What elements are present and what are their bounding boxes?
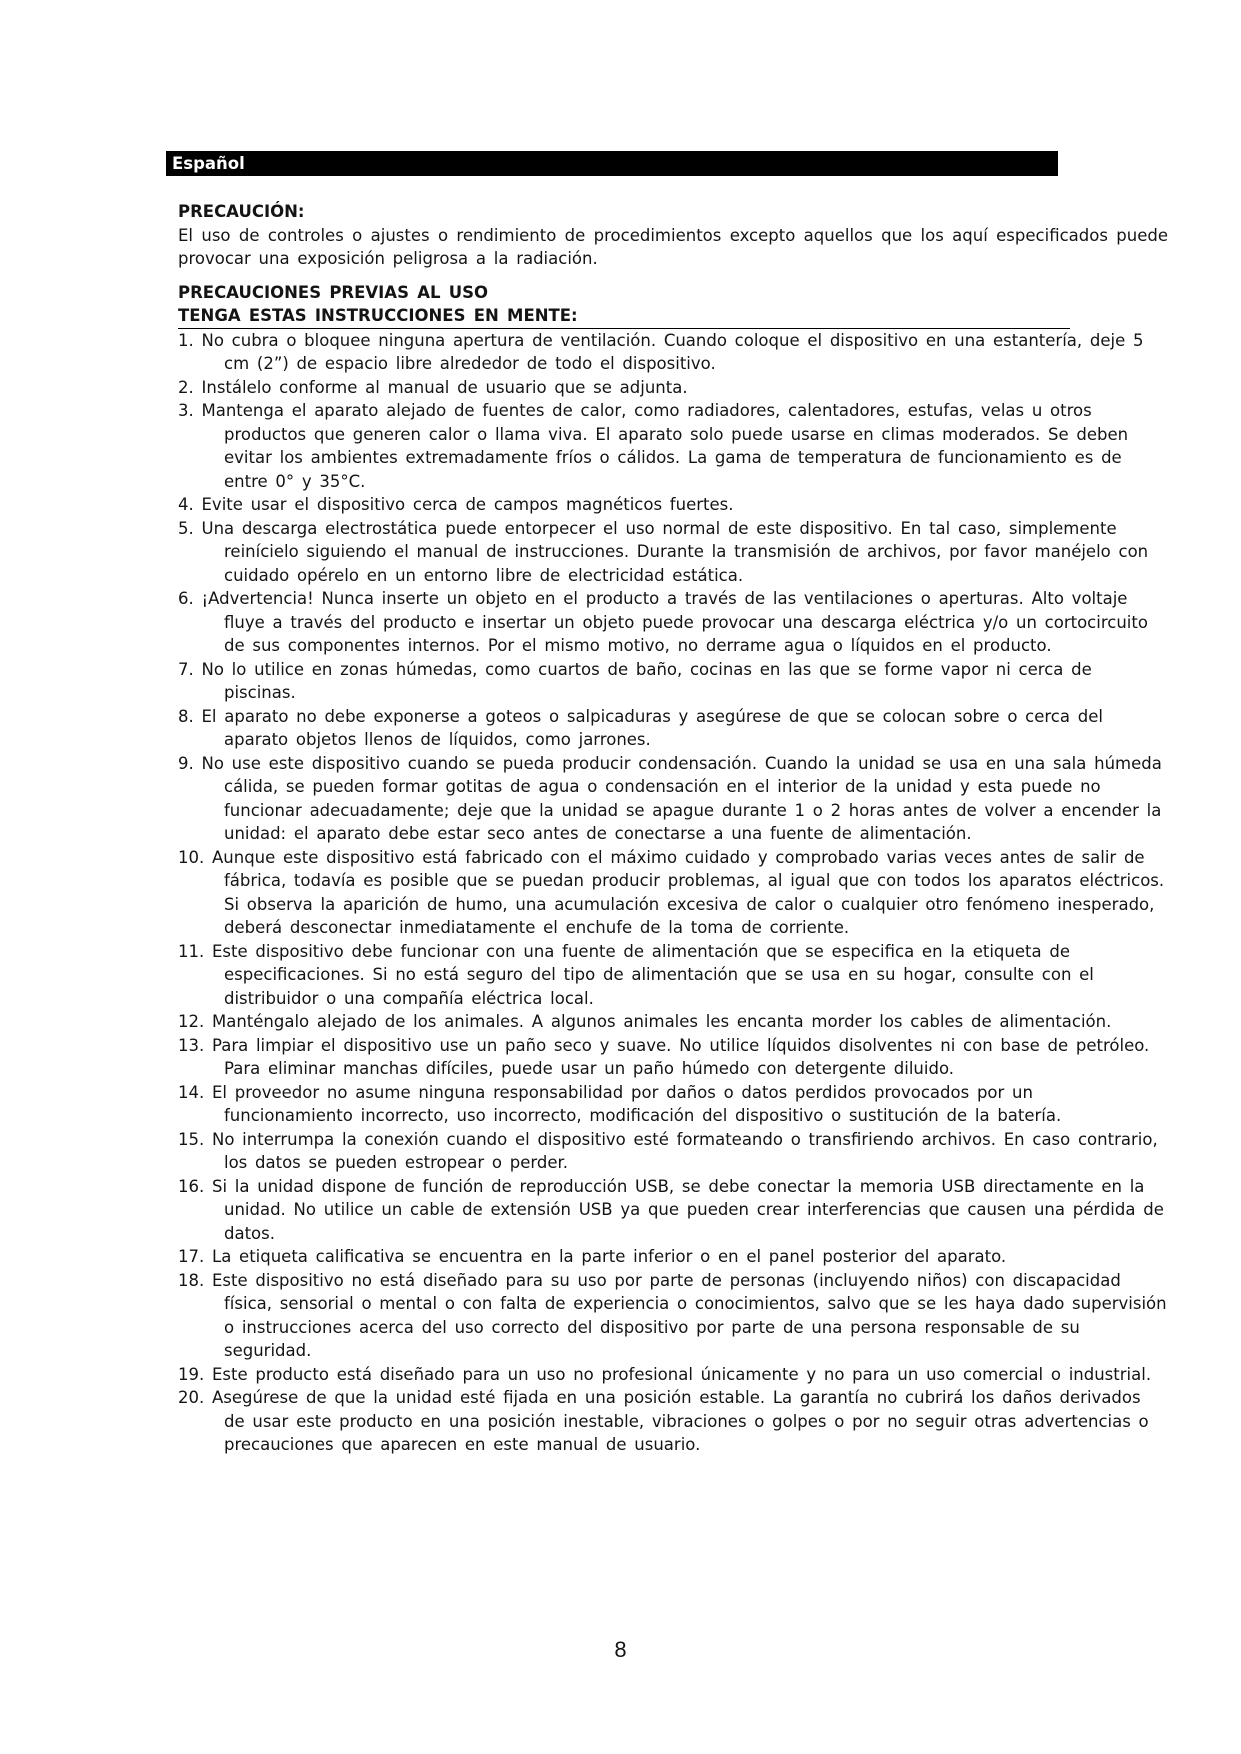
list-item [178, 587, 1168, 658]
caution-title: PRECAUCIÓN: [178, 202, 305, 221]
list-item-text: Una descarga electrostática puede entorpecer el uso normal de este dispositivo. En tal caso, simplemente reinícielo siguiendo el manual de instrucciones. Durante la transmisión de archivos, por favor manéjelo con cuidado opérelo en un entorno libre de electricidad estática. [201, 518, 1149, 585]
list-item-text: Este producto está diseñado para un uso no profesional únicamente y no para un uso comercial o industrial. [212, 1364, 1152, 1384]
list-item-text: Manténgalo alejado de los animales. A algunos animales les encanta morder los cables de alimentación. [212, 1012, 1112, 1031]
precautions-list [178, 329, 1168, 1457]
caution-text: El uso de controles o ajustes o rendimiento de procedimientos excepto aquellos que los aquí especificados puede provocar una exposición peligrosa a la radiación. [178, 225, 1168, 268]
list-item-text: Para limpiar el dispositivo use un paño seco y suave. No utilice líquidos disolventes ni con base de petróleo. Para eliminar manchas difíciles, puede usar un paño húmedo con detergente diluido. [212, 1035, 1150, 1078]
list-item-text: Este dispositivo no está diseñado para su uso por parte de personas (incluyendo niños) con discapacidad física, sensorial o mental o con falta de experiencia o conocimientos, salvo que se les haya dado supervisión o instrucciones acerca del uso correcto del dispositivo por parte de una persona responsable de su seguridad. [212, 1270, 1167, 1360]
list-item [178, 752, 1168, 846]
list-item-text: ¡Advertencia! Nunca inserte un objeto en el producto a través de las ventilaciones o aperturas. Alto voltaje fluye a través del producto e insertar un objeto puede provocar una descarga eléctrica y/o un cortocircuito de sus componentes internos. Por el mismo motivo, no derrame agua o líquidos en el producto. [201, 589, 1148, 655]
list-item-text: Evite usar el dispositivo cerca de campos magnéticos fuertes. [201, 495, 734, 514]
list-item [178, 399, 1168, 493]
list-item-number: 15. [178, 1129, 205, 1149]
precautions-title: PRECAUCIONES PREVIAS AL USO [178, 282, 489, 302]
list-item-number: 4. [178, 495, 194, 514]
list-item-number: 13. [178, 1035, 205, 1055]
list-item-text: No use este dispositivo cuando se pueda producir condensación. Cuando la unidad se usa en una sala húmeda cálida, se pueden formar gotitas de agua o condensación en el interior de la unidad y esta puede no funcionar adecuadamente; deje que la unidad se apague durante 1 o 2 horas antes de volver a encender la unidad: el aparato debe estar seco antes de conectarse a una fuente de alimentación. [201, 753, 1162, 843]
list-item-text: Instálelo conforme al manual de usuario que se adjunta. [201, 377, 688, 397]
document-body [178, 200, 1168, 1457]
list-item-number: 18. [178, 1270, 205, 1290]
list-item [178, 705, 1168, 752]
list-item [178, 1386, 1168, 1457]
list-item-number: 19. [178, 1364, 205, 1384]
list-item-text: Aunque este dispositivo está fabricado con el máximo cuidado y comprobado varias veces antes de salir de fábrica, todavía es posible que se puedan producir problemas, al igual que con todos los aparatos eléctricos. Si observa la aparición de humo, una acumulación excesiva de calor o cualquier otro fenómeno inesperado, deberá desconectar inmediatamente el enchufe de la toma de corriente. [212, 847, 1165, 937]
list-item-text: No lo utilice en zonas húmedas, como cuartos de baño, cocinas en las que se forme vapor ni cerca de piscinas. [201, 659, 1092, 702]
list-item [178, 493, 1168, 517]
list-item-number: 2. [178, 377, 194, 397]
page-number: 8 [614, 1637, 627, 1662]
list-item-number: 1. [178, 330, 194, 350]
list-item-number: 16. [178, 1176, 205, 1196]
list-item [178, 1081, 1168, 1128]
list-item-number: 10. [178, 847, 205, 867]
language-label: Español [172, 154, 245, 173]
list-item [178, 1034, 1168, 1081]
list-item-number: 9. [178, 753, 194, 773]
list-item [178, 658, 1168, 705]
list-item-text: Asegúrese de que la unidad esté fijada en una posición estable. La garantía no cubrirá los daños derivados de usar este producto en una posición inestable, vibraciones o golpes o por no seguir otras advertencias o precauciones que aparecen en este manual de usuario. [212, 1388, 1149, 1454]
list-item-text: La etiqueta calificativa se encuentra en la parte inferior o en el panel posterior del aparato. [212, 1247, 1007, 1266]
list-item-number: 8. [178, 706, 194, 726]
list-item [178, 940, 1168, 1011]
list-item-number: 11. [178, 941, 205, 961]
list-item-number: 14. [178, 1082, 205, 1102]
list-item-text: Si la unidad dispone de función de reproducción USB, se debe conectar la memoria USB directamente en la unidad. No utilice un cable de extensión USB ya que pueden crear interferencias que causen una pérdida de datos. [212, 1176, 1164, 1243]
list-item [178, 1245, 1168, 1269]
list-item-number: 5. [178, 518, 194, 538]
list-item-number: 6. [178, 589, 194, 608]
list-item-number: 20. [178, 1388, 205, 1407]
list-item-text: No cubra o bloquee ninguna apertura de ventilación. Cuando coloque el dispositivo en una estantería, deje 5 cm (2”) de espacio libre alrededor de todo el dispositivo. [201, 330, 1144, 373]
language-header-bar [166, 151, 1058, 176]
list-item-text: No interrumpa la conexión cuando el dispositivo esté formateando o transfiriendo archivos. En caso contrario, los datos se pueden estropear o perder. [212, 1129, 1158, 1172]
list-item [178, 1128, 1168, 1175]
list-item [178, 517, 1168, 588]
list-item-number: 12. [178, 1012, 205, 1031]
list-item [178, 1175, 1168, 1246]
list-item [178, 376, 1168, 400]
list-item-text: Este dispositivo debe funcionar con una fuente de alimentación que se especifica en la etiqueta de especificaciones. Si no está seguro del tipo de alimentación que se usa en su hogar, consulte con el distribuidor o una compañía eléctrica local. [212, 941, 1094, 1008]
list-item-text: El proveedor no asume ninguna responsabilidad por daños o datos perdidos provocados por un funcionamiento incorrecto, uso incorrecto, modificación del dispositivo o sustitución de la batería. [212, 1082, 1062, 1125]
precautions-subtitle: TENGA ESTAS INSTRUCCIONES EN MENTE: [178, 304, 1070, 329]
list-item-text: Mantenga el aparato alejado de fuentes de calor, como radiadores, calentadores, estufas, velas u otros productos que generen calor o llama viva. El aparato solo puede usarse en climas moderados. Se deben evitar los ambientes extremadamente fríos o cálidos. La gama de temperatura de funcionamiento es de entre 0° y 35°C. [201, 401, 1129, 491]
list-item-number: 7. [178, 659, 194, 679]
list-item [178, 1269, 1168, 1363]
list-item-text: El aparato no debe exponerse a goteos o salpicaduras y asegúrese de que se colocan sobre o cerca del aparato objetos llenos de líquidos, como jarrones. [201, 706, 1103, 749]
list-item [178, 1010, 1168, 1034]
list-item-number: 3. [178, 401, 194, 420]
list-item [178, 846, 1168, 940]
list-item [178, 329, 1168, 376]
list-item-number: 17. [178, 1247, 205, 1266]
list-item [178, 1363, 1168, 1387]
